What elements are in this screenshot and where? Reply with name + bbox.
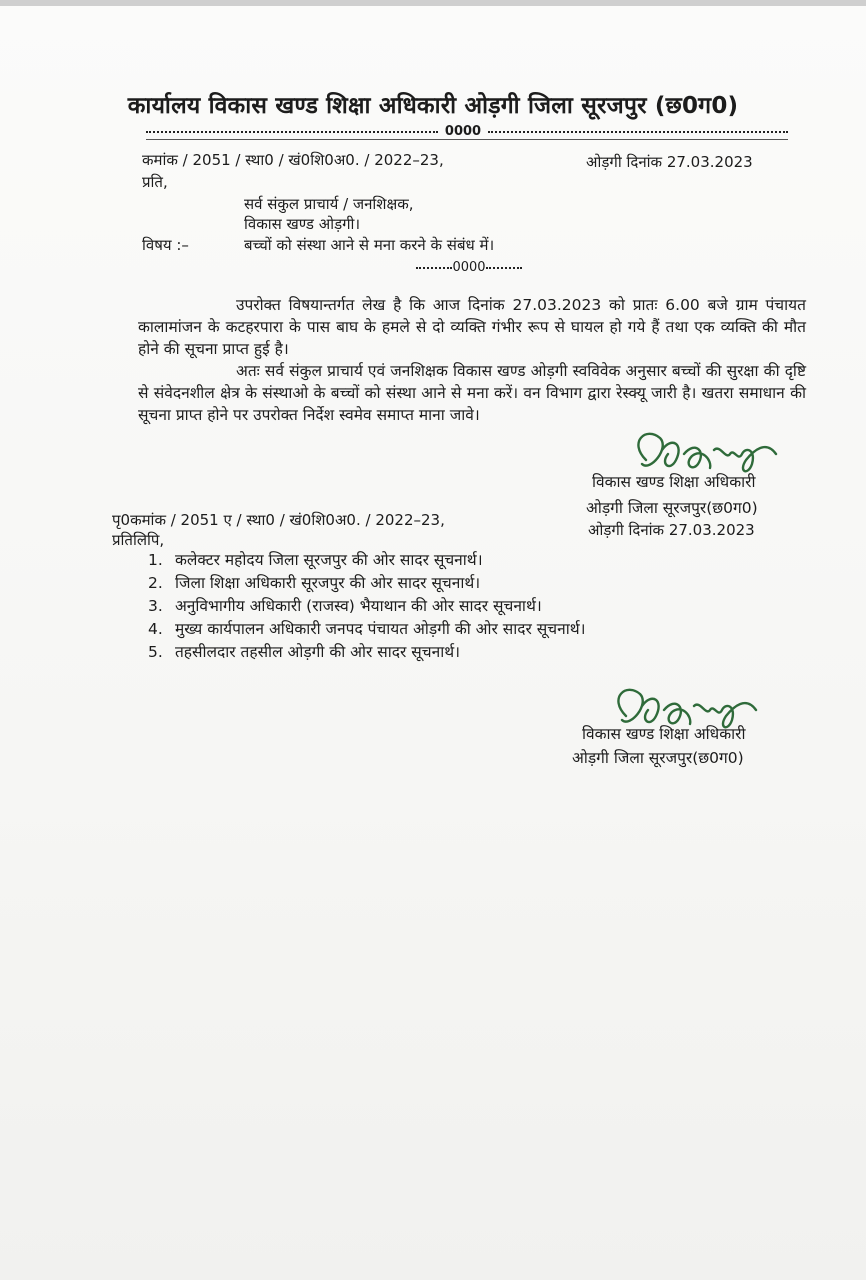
list-item-number: 1. (148, 551, 163, 569)
rule-underline (146, 139, 788, 140)
list-item (148, 640, 460, 662)
rule-dots-left (146, 131, 438, 133)
copy-place-date: ओड़गी दिनांक 27.03.2023 (588, 521, 755, 539)
heading-rule (146, 124, 788, 140)
list-item (148, 594, 542, 616)
list-item-number: 5. (148, 643, 163, 661)
recipient-line-2: विकास खण्ड ओड़गी। (244, 215, 361, 233)
office-heading: कार्यालय विकास खण्ड शिक्षा अधिकारी ओड़गी जिला सूरजपुर (छ0ग0) (127, 93, 739, 119)
subject-text: बच्चों को संस्था आने से मना करने के संबंध में। (244, 236, 495, 254)
signatory-place-1: ओड़गी जिला सूरजपुर(छ0ग0) (586, 499, 758, 517)
recipient-line-1: सर्व संकुल प्राचार्य / जनशिक्षक, (244, 195, 414, 213)
list-item-text: जिला शिक्षा अधिकारी सूरजपुर की ओर सादर सूचनार्थ। (174, 574, 481, 592)
subject-label: विषय :– (142, 236, 189, 254)
list-item-number: 2. (148, 574, 163, 592)
list-item (148, 617, 586, 639)
body-paragraph-1: उपरोक्त विषयान्तर्गत लेख है कि आज दिनांक 27.03.2023 को प्रातः 6.00 बजे ग्राम पंचायत कालामांजन के कटहरपारा के पास बाघ के हमले से दो व्यक्ति गंभीर रूप से घायल हो गये हैं तथा एक व्यक्ति की मौत होने की सूचना प्राप्त हुई है। (138, 296, 806, 358)
body-paragraph-2: अतः सर्व संकुल प्राचार्य एवं जनशिक्षक विकास खण्ड ओड़गी स्वविवेक अनुसार बच्चों की सुरक्षा की दृष्टि से संवेदनशील क्षेत्र के संस्थाओ के बच्चों को संस्था आने से मना करें। वन विभाग द्वारा रेस्क्यू जारी है। खतरा समाधान की सूचना प्राप्त होने पर उपरोक्त निर्देश स्वमेव समाप्त माना जावे। (138, 362, 806, 424)
subject-rule (408, 260, 530, 275)
letter-place-date: ओड़गी दिनांक 27.03.2023 (586, 153, 753, 171)
list-item-text: अनुविभागीय अधिकारी (राजस्व) भैयाथान की ओर सादर सूचनार्थ। (174, 597, 542, 615)
to-label: प्रति, (142, 173, 168, 191)
copy-label: प्रतिलिपि, (112, 531, 165, 549)
subject-rule-mark: 0000 (452, 260, 486, 275)
signatory-title-2: विकास खण्ड शिक्षा अधिकारी (582, 725, 746, 743)
rule-dots-right (488, 131, 788, 133)
list-item-number: 3. (148, 597, 163, 615)
list-item-text: मुख्य कार्यपालन अधिकारी जनपद पंचायत ओड़गी की ओर सादर सूचनार्थ। (174, 620, 586, 638)
copy-ref-number: पृ0कमांक / 2051 ए / स्था0 / खं0शि0अ0. / 2022–23, (112, 511, 445, 529)
signatory-title-1: विकास खण्ड शिक्षा अधिकारी (592, 473, 756, 491)
list-item (148, 571, 480, 593)
list-item (148, 548, 483, 570)
letter-ref-number: कमांक / 2051 / स्था0 / खं0शि0अ0. / 2022–23, (142, 151, 444, 169)
list-item-text: कलेक्टर महोदय जिला सूरजपुर की ओर सादर सूचनार्थ। (174, 551, 483, 569)
list-item-number: 4. (148, 620, 163, 638)
signatory-place-2: ओड़गी जिला सूरजपुर(छ0ग0) (572, 749, 744, 767)
letter-body (138, 294, 806, 426)
rule-mark: 0000 (444, 124, 482, 139)
list-item-text: तहसीलदार तहसील ओड़गी की ओर सादर सूचनार्थ। (174, 643, 461, 661)
scan-edge (0, 0, 866, 6)
